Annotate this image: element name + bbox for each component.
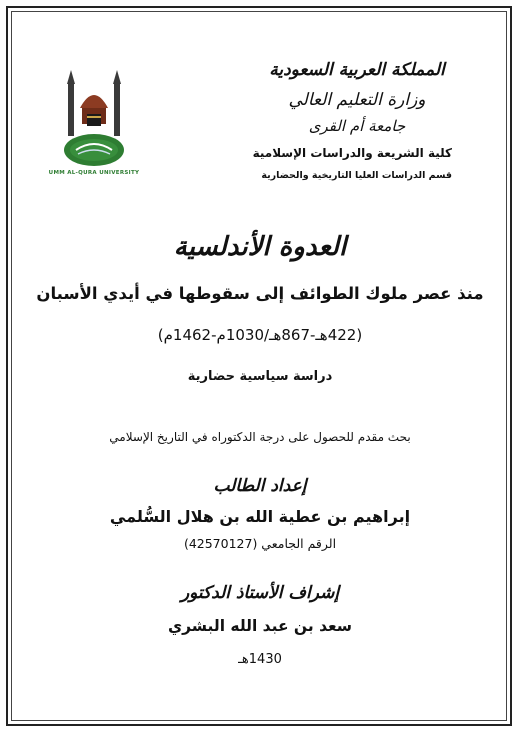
kingdom-name: المملكة العربية السعودية: [269, 60, 445, 80]
supervisor-heading: إشراف الأستاذ الدكتور: [180, 583, 340, 603]
study-type: دراسة سياسية حضارية: [187, 369, 333, 384]
supervisor-name: سعد بن عبد الله البشري: [167, 617, 353, 635]
university-name: جامعة أم القرى: [308, 117, 406, 135]
logo-caption: UMM AL-QURA UNIVERSITY: [48, 170, 140, 176]
college-name: كلية الشريعة والدراسات الإسلامية: [252, 146, 452, 160]
year: 1430هـ: [238, 652, 282, 667]
date-range: (422هـ-867هـ/1030م-1462م): [157, 326, 363, 344]
main-title: العدوة الأندلسية: [173, 232, 347, 262]
student-id: الرقم الجامعي (42570127): [183, 536, 337, 551]
thesis-purpose: بحث مقدم للحصول على درجة الدكتوراه في التاريخ الإسلامي: [109, 430, 411, 444]
department-name: قسم الدراسات العليا التاريخية والحضارية: [261, 170, 452, 181]
ministry-name: وزارة التعليم العالي: [288, 90, 426, 110]
student-name: إبراهيم بن عطية الله بن هلال السُّلمي: [109, 507, 411, 526]
student-heading: إعداد الطالب: [213, 476, 307, 496]
subtitle: منذ عصر ملوك الطوائف إلى سقوطها في أيدي الأسبان: [36, 284, 484, 303]
university-emblem-icon: [54, 64, 134, 172]
